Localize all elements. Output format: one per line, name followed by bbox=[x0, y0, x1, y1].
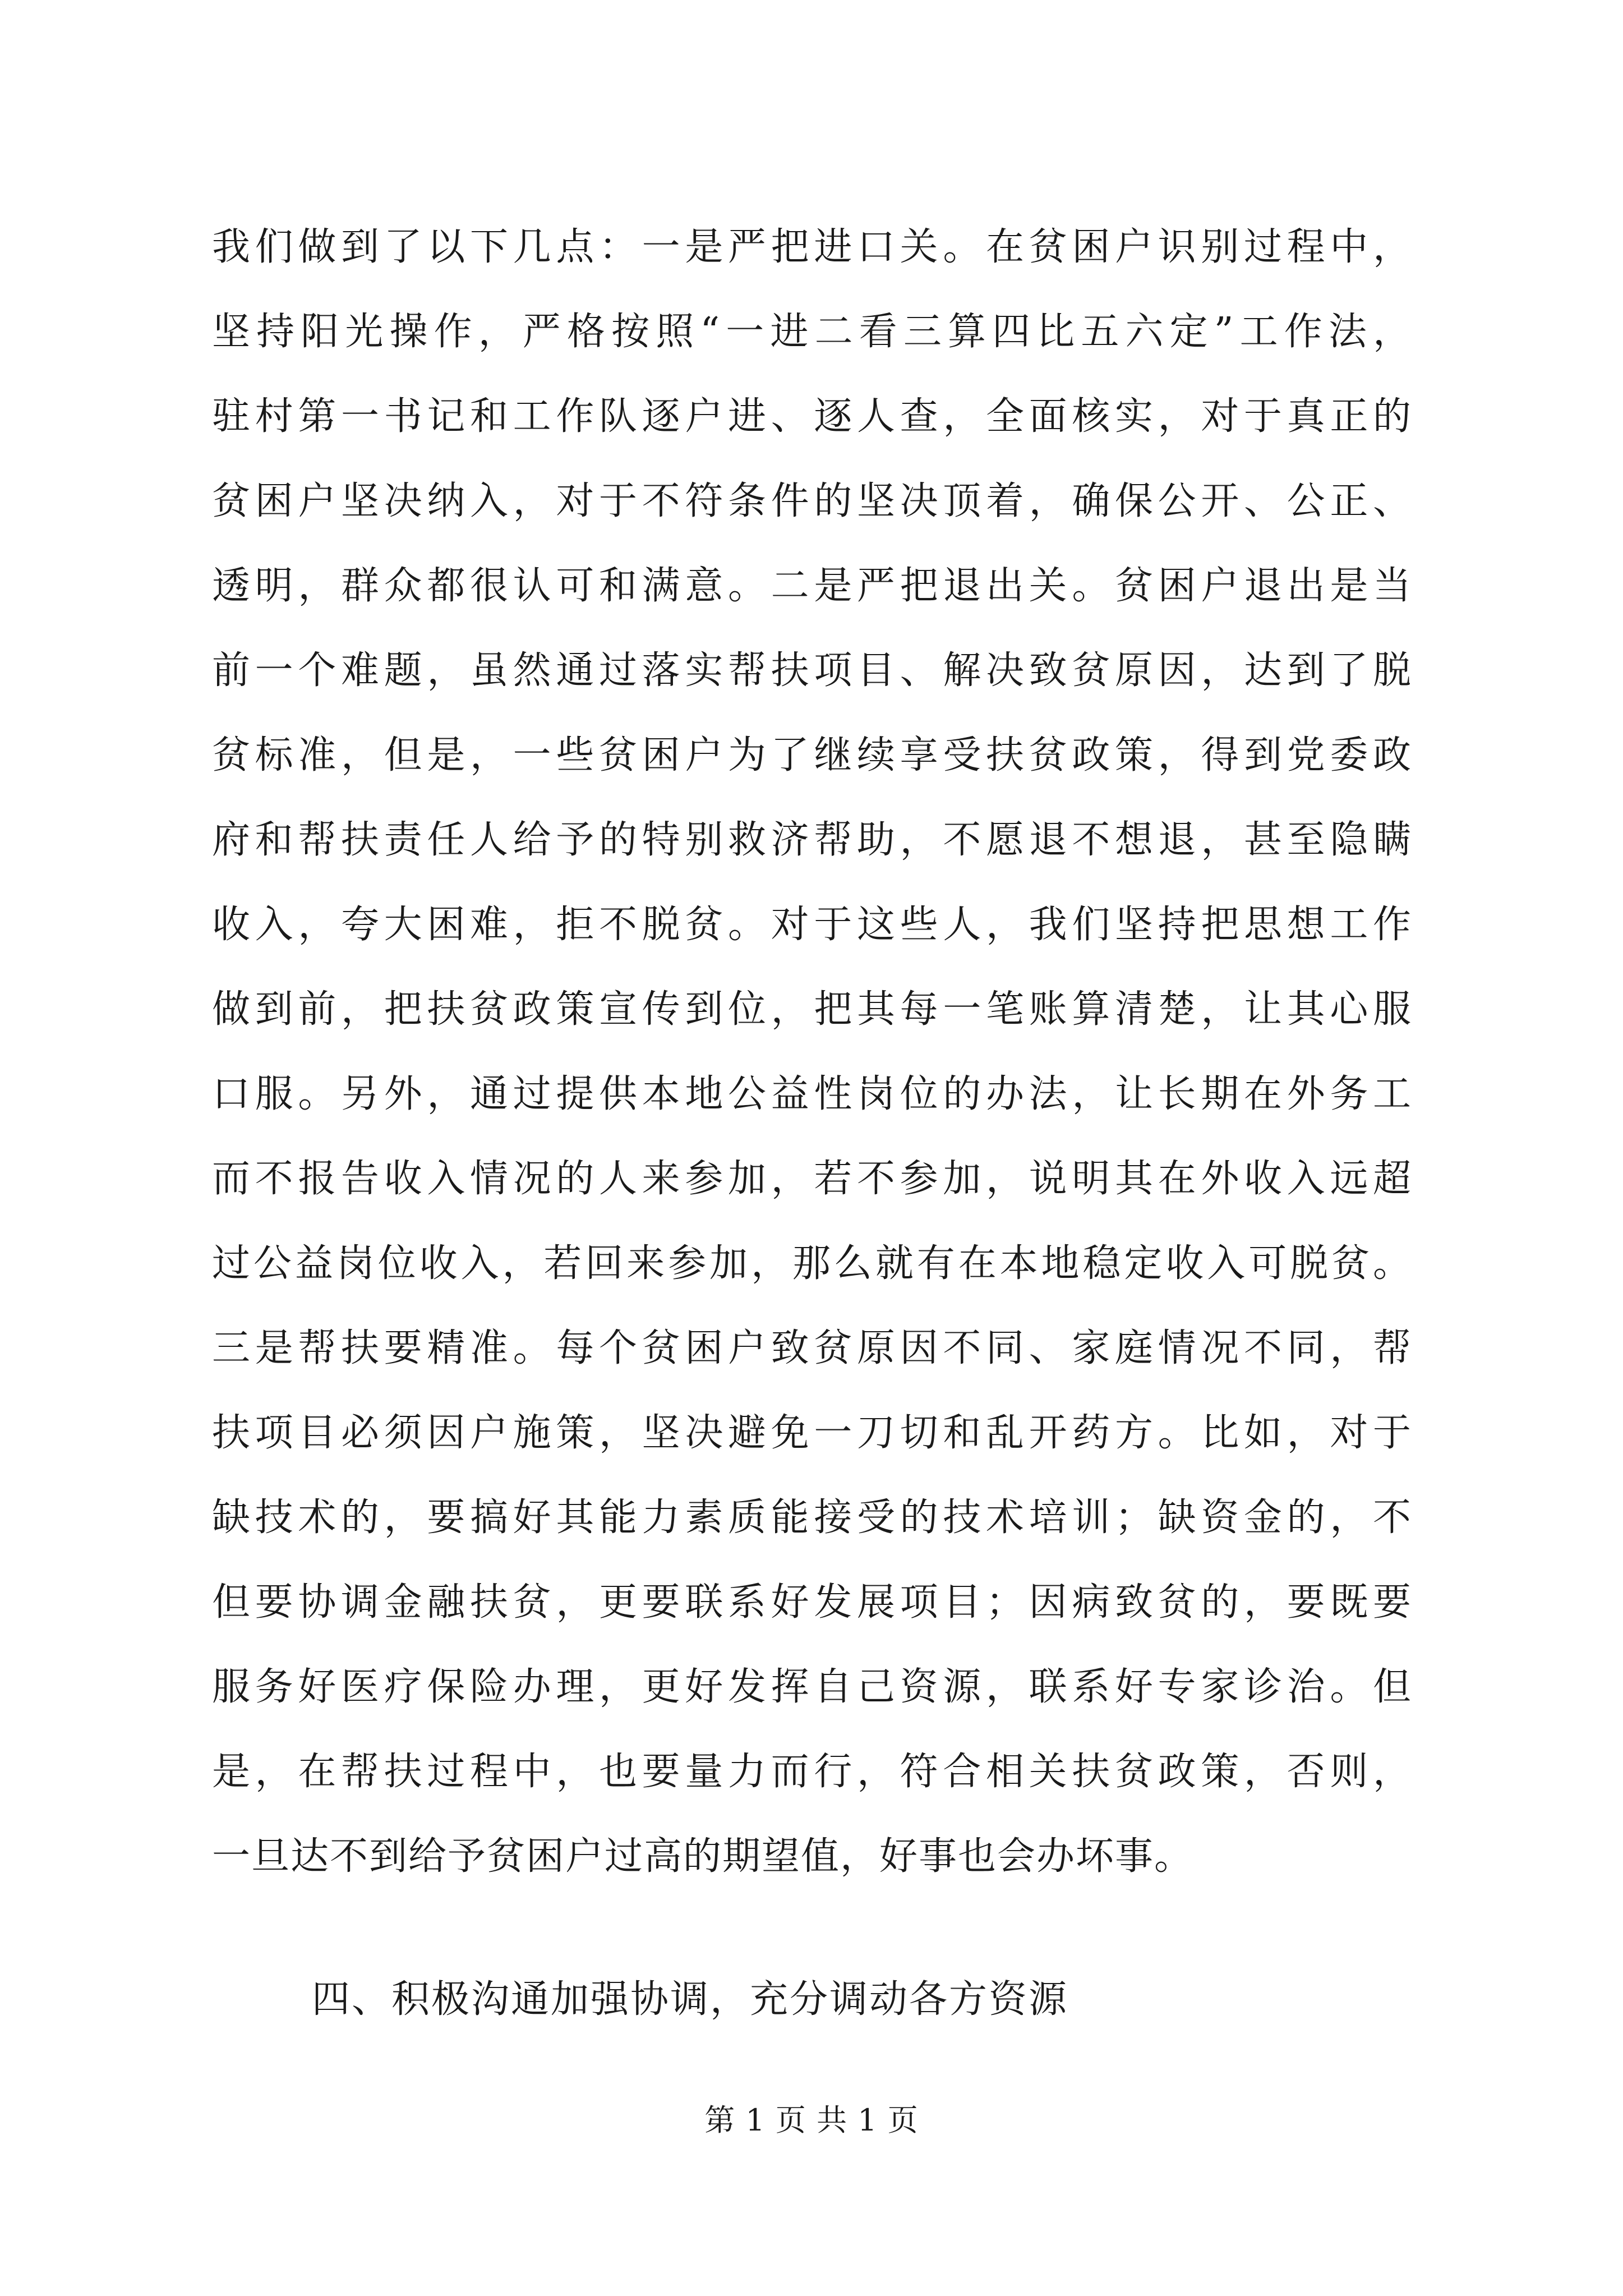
paragraph-line-9: 收入，夸大困难，拒不脱贫。对于这些人，我们坚持把思想工作 bbox=[212, 903, 1412, 947]
paragraph-line-11: 口服。另外，通过提供本地公益性岗位的办法，让长期在外务工 bbox=[212, 1072, 1412, 1116]
paragraph-line-3: 驻村第一书记和工作队逐户进、逐人查，全面核实，对于真正的 bbox=[212, 394, 1412, 439]
paragraph-line-7: 贫标准，但是，一些贫困户为了继续享受扶贫政策，得到党委政 bbox=[212, 733, 1412, 777]
paragraph-line-5: 透明，群众都很认可和满意。二是严把退出关。贫困户退出是当 bbox=[212, 564, 1412, 608]
paragraph-line-18: 服务好医疗保险办理，更好发挥自己资源，联系好专家诊治。但 bbox=[212, 1665, 1412, 1709]
page-footer: 第 1 页 共 1 页 bbox=[704, 2102, 919, 2138]
paragraph-line-6: 前一个难题，虽然通过落实帮扶项目、解决致贫原因，达到了脱 bbox=[212, 648, 1412, 693]
paragraph-line-14: 三是帮扶要精准。每个贫困户致贫原因不同、家庭情况不同，帮 bbox=[212, 1326, 1412, 1370]
paragraph-line-10: 做到前，把扶贫政策宣传到位，把其每一笔账算清楚，让其心服 bbox=[212, 987, 1412, 1032]
paragraph-line-2: 坚持阳光操作，严格按照“一进二看三算四比五六定”工作法， bbox=[212, 310, 1412, 354]
paragraph-line-19: 是，在帮扶过程中，也要量力而行，符合相关扶贫政策，否则， bbox=[212, 1750, 1412, 1794]
section-heading: 四、积极沟通加强协调，充分调动各方资源 bbox=[312, 1977, 1069, 2022]
paragraph-line-12: 而不报告收入情况的人来参加，若不参加，说明其在外收入远超 bbox=[212, 1157, 1412, 1201]
paragraph-line-4: 贫困户坚决纳入，对于不符条件的坚决顶着，确保公开、公正、 bbox=[212, 479, 1412, 523]
paragraph-line-13: 过公益岗位收入，若回来参加，那么就有在本地稳定收入可脱贫。 bbox=[212, 1241, 1412, 1286]
paragraph-line-20: 一旦达不到给予贫困户过高的期望值，好事也会办坏事。 bbox=[212, 1834, 1194, 1879]
paragraph-line-8: 府和帮扶责任人给予的特别救济帮助，不愿退不想退，甚至隐瞒 bbox=[212, 818, 1412, 862]
paragraph-line-16: 缺技术的，要搞好其能力素质能接受的技术培训；缺资金的，不 bbox=[212, 1496, 1412, 1540]
paragraph-line-1: 我们做到了以下几点：一是严把进口关。在贫困户识别过程中， bbox=[212, 225, 1412, 269]
paragraph-line-15: 扶项目必须因户施策，坚决避免一刀切和乱开药方。比如，对于 bbox=[212, 1411, 1412, 1455]
paragraph-line-17: 但要协调金融扶贫，更要联系好发展项目；因病致贫的，要既要 bbox=[212, 1580, 1412, 1625]
